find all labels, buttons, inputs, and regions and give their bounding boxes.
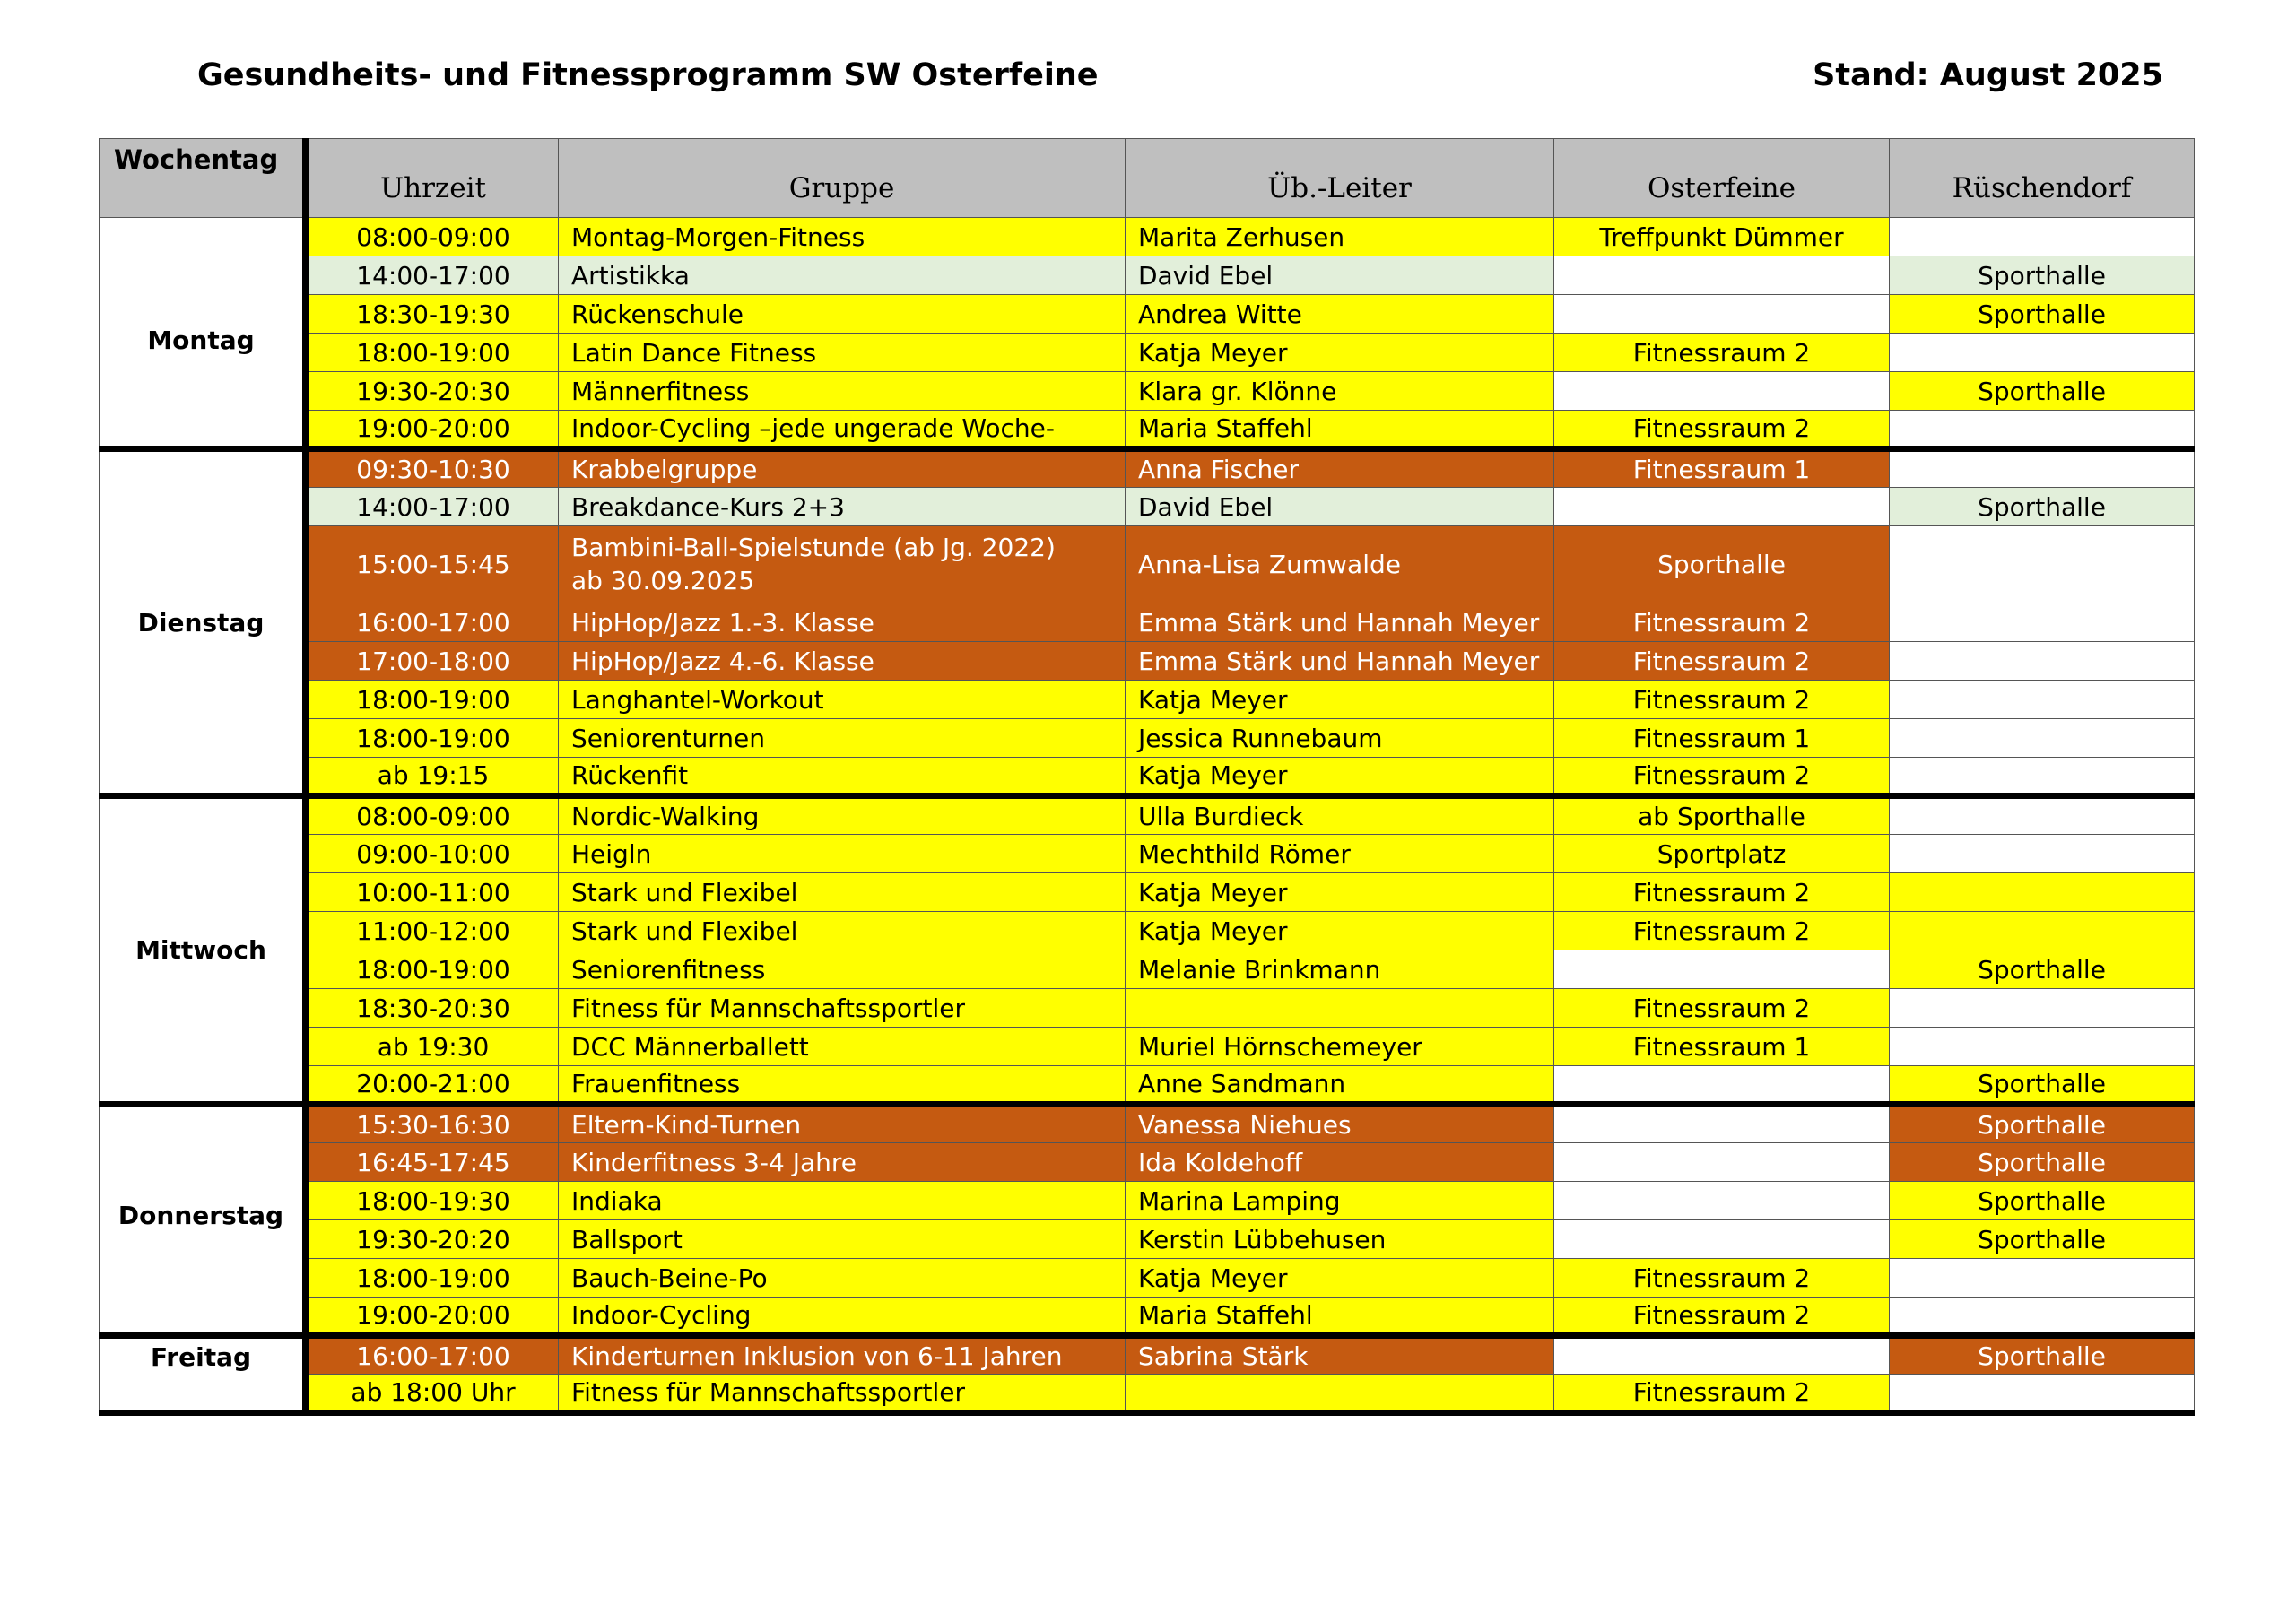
time-cell: ab 19:15 [306,758,559,796]
group-cell: HipHop/Jazz 4.-6. Klasse [559,642,1126,681]
time-cell: 18:00-19:30 [306,1182,559,1220]
leader-cell: Klara gr. Klönne [1126,372,1554,411]
group-cell: Breakdance-Kurs 2+3 [559,488,1126,526]
group-cell: Latin Dance Fitness [559,334,1126,372]
header-group: Gruppe [559,139,1126,218]
rueschendorf-cell [1890,796,2195,835]
table-row [100,1336,2195,1375]
time-cell: 09:30-10:30 [306,449,559,488]
leader-cell: Mechthild Römer [1126,835,1554,873]
group-cell: Rückenfit [559,758,1126,796]
leader-cell: Jessica Runnebaum [1126,719,1554,758]
osterfeine-cell: Sporthalle [1554,526,1890,603]
time-cell: 18:30-19:30 [306,295,559,334]
group-cell: Heigln [559,835,1126,873]
time-cell: 19:00-20:00 [306,411,559,449]
osterfeine-cell [1554,256,1890,295]
osterfeine-cell: Fitnessraum 2 [1554,411,1890,449]
table-row [100,642,2195,681]
time-cell: 16:00-17:00 [306,1336,559,1375]
table-row [100,295,2195,334]
leader-cell: Ida Koldehoff [1126,1143,1554,1182]
table-row [100,758,2195,796]
group-cell: Fitness für Mannschaftssportler [559,989,1126,1028]
rueschendorf-cell [1890,719,2195,758]
leader-cell: Marina Lamping [1126,1182,1554,1220]
group-cell: Stark und Flexibel [559,873,1126,912]
group-cell: Nordic-Walking [559,796,1126,835]
day-cell-freitag: Freitag [100,1336,306,1413]
table-row [100,719,2195,758]
time-cell: 11:00-12:00 [306,912,559,950]
rueschendorf-cell [1890,526,2195,603]
time-cell: 15:00-15:45 [306,526,559,603]
osterfeine-cell: Fitnessraum 2 [1554,642,1890,681]
document-date: Stand: August 2025 [1813,57,2163,93]
time-cell: 08:00-09:00 [306,796,559,835]
group-cell: Montag-Morgen-Fitness [559,218,1126,256]
leader-cell: David Ebel [1126,488,1554,526]
group-cell: Stark und Flexibel [559,912,1126,950]
rueschendorf-cell: Sporthalle [1890,950,2195,989]
rueschendorf-cell [1890,912,2195,950]
time-cell: ab 19:30 [306,1028,559,1066]
table-row [100,1143,2195,1182]
rueschendorf-cell: Sporthalle [1890,488,2195,526]
group-cell: Rückenschule [559,295,1126,334]
rueschendorf-cell [1890,642,2195,681]
osterfeine-cell: Fitnessraum 2 [1554,603,1890,642]
rueschendorf-cell: Sporthalle [1890,372,2195,411]
group-cell: Indoor-Cycling [559,1298,1126,1336]
rueschendorf-cell: Sporthalle [1890,1220,2195,1259]
time-cell: 18:00-19:00 [306,719,559,758]
leader-cell [1126,1375,1554,1413]
time-cell: 09:00-10:00 [306,835,559,873]
time-cell: 18:00-19:00 [306,334,559,372]
time-cell: 10:00-11:00 [306,873,559,912]
osterfeine-cell: Fitnessraum 2 [1554,1375,1890,1413]
leader-cell: Emma Stärk und Hannah Meyer [1126,642,1554,681]
table-row [100,1182,2195,1220]
header-osterfeine: Osterfeine [1554,139,1890,218]
osterfeine-cell: Fitnessraum 2 [1554,989,1890,1028]
osterfeine-cell: ab Sporthalle [1554,796,1890,835]
table-row [100,835,2195,873]
rueschendorf-cell: Sporthalle [1890,256,2195,295]
group-cell: Langhantel-Workout [559,681,1126,719]
rueschendorf-cell [1890,334,2195,372]
leader-cell: Maria Staffehl [1126,1298,1554,1336]
time-cell: 19:00-20:00 [306,1298,559,1336]
osterfeine-cell [1554,488,1890,526]
rueschendorf-cell [1890,449,2195,488]
time-cell: 18:00-19:00 [306,950,559,989]
time-cell: 18:30-20:30 [306,989,559,1028]
osterfeine-cell: Sportplatz [1554,835,1890,873]
table-row [100,681,2195,719]
table-row [100,488,2195,526]
time-cell: 14:00-17:00 [306,256,559,295]
group-cell: HipHop/Jazz 1.-3. Klasse [559,603,1126,642]
rueschendorf-cell: Sporthalle [1890,1066,2195,1105]
table-row [100,526,2195,603]
osterfeine-cell [1554,1336,1890,1375]
day-cell-montag: Montag [100,218,306,449]
table-row [100,411,2195,449]
osterfeine-cell: Fitnessraum 2 [1554,1259,1890,1298]
leader-cell: Katja Meyer [1126,873,1554,912]
schedule-table [99,138,2195,1416]
osterfeine-cell [1554,1105,1890,1143]
group-cell: Bauch-Beine-Po [559,1259,1126,1298]
group-cell: Kinderfitness 3-4 Jahre [559,1143,1126,1182]
rueschendorf-cell [1890,835,2195,873]
table-row [100,256,2195,295]
table-row [100,603,2195,642]
group-cell: Artistikka [559,256,1126,295]
group-cell: Männerfitness [559,372,1126,411]
time-cell: 19:30-20:30 [306,372,559,411]
table-row [100,1066,2195,1105]
time-cell: ab 18:00 Uhr [306,1375,559,1413]
osterfeine-cell: Fitnessraum 1 [1554,449,1890,488]
rueschendorf-cell [1890,603,2195,642]
rueschendorf-cell [1890,681,2195,719]
time-cell: 18:00-19:00 [306,681,559,719]
leader-cell: Maria Staffehl [1126,411,1554,449]
day-cell-dienstag: Dienstag [100,449,306,796]
time-cell: 17:00-18:00 [306,642,559,681]
leader-cell: Katja Meyer [1126,758,1554,796]
group-cell: Seniorenfitness [559,950,1126,989]
rueschendorf-cell [1890,1298,2195,1336]
document-title: Gesundheits- und Fitnessprogramm SW Osterfeine [197,57,1099,93]
table-row [100,912,2195,950]
rueschendorf-cell: Sporthalle [1890,295,2195,334]
leader-cell [1126,989,1554,1028]
rueschendorf-cell [1890,1375,2195,1413]
leader-cell: Katja Meyer [1126,681,1554,719]
header-leader: Üb.-Leiter [1126,139,1554,218]
group-cell: Seniorenturnen [559,719,1126,758]
leader-cell: Sabrina Stärk [1126,1336,1554,1375]
osterfeine-cell: Fitnessraum 2 [1554,912,1890,950]
day-cell-mittwoch: Mittwoch [100,796,306,1105]
leader-cell: Muriel Hörnschemeyer [1126,1028,1554,1066]
group-cell: Indoor-Cycling –jede ungerade Woche- [559,411,1126,449]
leader-cell: Anne Sandmann [1126,1066,1554,1105]
rueschendorf-cell: Sporthalle [1890,1105,2195,1143]
table-row [100,1105,2195,1143]
group-cell: DCC Männerballett [559,1028,1126,1066]
leader-cell: Emma Stärk und Hannah Meyer [1126,603,1554,642]
osterfeine-cell [1554,372,1890,411]
osterfeine-cell: Fitnessraum 1 [1554,719,1890,758]
rueschendorf-cell [1890,758,2195,796]
group-cell: Krabbelgruppe [559,449,1126,488]
time-cell: 18:00-19:00 [306,1259,559,1298]
table-row [100,1375,2195,1413]
table-row [100,1220,2195,1259]
table-row [100,796,2195,835]
rueschendorf-cell: Sporthalle [1890,1143,2195,1182]
osterfeine-cell [1554,1066,1890,1105]
header-weekday: Wochentag [100,139,306,218]
osterfeine-cell: Treffpunkt Dümmer [1554,218,1890,256]
time-cell: 16:45-17:45 [306,1143,559,1182]
leader-cell: Ulla Burdieck [1126,796,1554,835]
time-cell: 20:00-21:00 [306,1066,559,1105]
group-cell: Indiaka [559,1182,1126,1220]
table-row [100,1298,2195,1336]
group-cell: Frauenfitness [559,1066,1126,1105]
osterfeine-cell: Fitnessraum 2 [1554,681,1890,719]
header-row [100,139,2195,218]
group-cell [559,526,1126,603]
table-row [100,1259,2195,1298]
osterfeine-cell: Fitnessraum 2 [1554,1298,1890,1336]
osterfeine-cell [1554,1220,1890,1259]
leader-cell: Marita Zerhusen [1126,218,1554,256]
leader-cell: Katja Meyer [1126,334,1554,372]
osterfeine-cell: Fitnessraum 2 [1554,758,1890,796]
osterfeine-cell [1554,295,1890,334]
group-line-1: Bambini-Ball-Spielstunde (ab Jg. 2022) [571,533,1056,563]
osterfeine-cell: Fitnessraum 1 [1554,1028,1890,1066]
time-cell: 08:00-09:00 [306,218,559,256]
rueschendorf-cell [1890,411,2195,449]
day-cell-donnerstag: Donnerstag [100,1105,306,1336]
rueschendorf-cell [1890,1259,2195,1298]
osterfeine-cell [1554,1182,1890,1220]
time-cell: 16:00-17:00 [306,603,559,642]
leader-cell: Katja Meyer [1126,912,1554,950]
leader-cell: Anna-Lisa Zumwalde [1126,526,1554,603]
group-cell: Eltern-Kind-Turnen [559,1105,1126,1143]
time-cell: 14:00-17:00 [306,488,559,526]
leader-cell: Andrea Witte [1126,295,1554,334]
rueschendorf-cell [1890,989,2195,1028]
osterfeine-cell [1554,1143,1890,1182]
header-time: Uhrzeit [306,139,559,218]
header-rueschendorf: Rüschendorf [1890,139,2195,218]
table-row [100,372,2195,411]
rueschendorf-cell: Sporthalle [1890,1336,2195,1375]
osterfeine-cell: Fitnessraum 2 [1554,873,1890,912]
group-cell: Kinderturnen Inklusion von 6-11 Jahren [559,1336,1126,1375]
rueschendorf-cell [1890,873,2195,912]
group-cell: Fitness für Mannschaftssportler [559,1375,1126,1413]
leader-cell: David Ebel [1126,256,1554,295]
table-row [100,449,2195,488]
group-line-2: ab 30.09.2025 [571,565,755,595]
time-cell: 19:30-20:20 [306,1220,559,1259]
rueschendorf-cell: Sporthalle [1890,1182,2195,1220]
time-cell: 15:30-16:30 [306,1105,559,1143]
group-cell: Ballsport [559,1220,1126,1259]
osterfeine-cell [1554,950,1890,989]
table-row [100,218,2195,256]
table-row [100,1028,2195,1066]
rueschendorf-cell [1890,1028,2195,1066]
table-row [100,950,2195,989]
leader-cell: Vanessa Niehues [1126,1105,1554,1143]
rueschendorf-cell [1890,218,2195,256]
leader-cell: Kerstin Lübbehusen [1126,1220,1554,1259]
table-row [100,989,2195,1028]
leader-cell: Anna Fischer [1126,449,1554,488]
table-row [100,334,2195,372]
osterfeine-cell: Fitnessraum 2 [1554,334,1890,372]
leader-cell: Katja Meyer [1126,1259,1554,1298]
table-row [100,873,2195,912]
leader-cell: Melanie Brinkmann [1126,950,1554,989]
